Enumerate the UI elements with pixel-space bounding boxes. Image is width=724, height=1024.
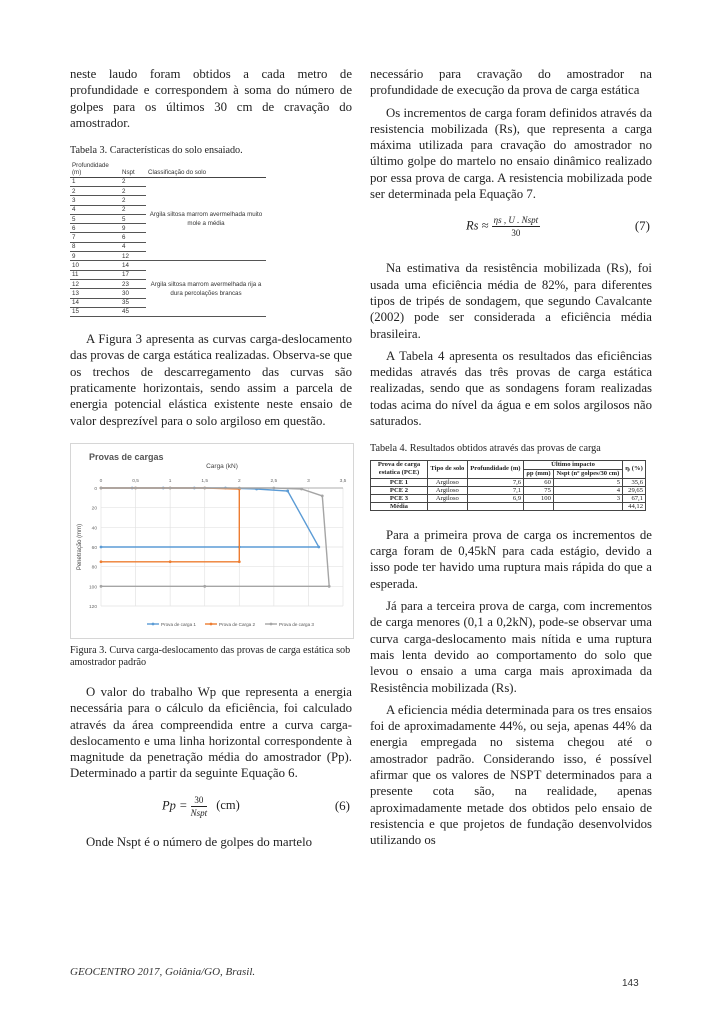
table4-row — [371, 494, 646, 502]
table4-cell: 7,1 — [467, 486, 523, 494]
table3-cell: 2 — [120, 177, 146, 186]
table4-cell: 67,1 — [622, 494, 645, 502]
table3-cell: 6 — [70, 224, 120, 233]
table3-cell: 14 — [70, 298, 120, 307]
table3-cell: 12 — [120, 252, 146, 261]
table4-cell: PCE 2 — [371, 486, 428, 494]
table3-cell: 13 — [70, 289, 120, 298]
right-column — [370, 66, 652, 854]
eq6-denominator: Nspt — [190, 807, 208, 818]
table3-cell: 45 — [120, 307, 146, 316]
table4-cell — [428, 502, 468, 510]
data-point — [169, 560, 172, 563]
y-tick-label: 20 — [91, 506, 97, 512]
table3-soil-class: Argila siltosa marrom avermelhada muito mole a média — [146, 177, 266, 261]
table3-cell: 4 — [70, 205, 120, 214]
legend-marker — [210, 623, 213, 626]
data-point — [238, 560, 241, 563]
data-point — [134, 487, 137, 490]
table3-cell: 1 — [70, 177, 120, 186]
table4-body — [371, 478, 646, 510]
table3-cell: 15 — [70, 307, 120, 316]
page-number: 143 — [622, 978, 639, 989]
table3-header-class: Classificação do solo — [146, 161, 266, 178]
legend-marker — [152, 623, 155, 626]
table3-body — [70, 177, 266, 316]
table3-cell: 30 — [120, 289, 146, 298]
table3-cell: 6 — [120, 233, 146, 242]
table4-cell: 6,9 — [467, 494, 523, 502]
table4-cell: 5 — [553, 478, 622, 486]
x-tick-label: 0 — [99, 478, 103, 484]
data-point — [272, 487, 275, 490]
table4-cell — [467, 502, 523, 510]
table3-cell: 14 — [120, 261, 146, 270]
data-point — [203, 487, 206, 490]
table4-cell: 3 — [553, 494, 622, 502]
data-point — [203, 585, 206, 588]
table4-row — [371, 478, 646, 486]
paragraph: Os incrementos de carga foram definidos através da resistencia mobilizada (Rs), que representa a carga máxima utilizada para cravação do amostrador no último golpe do martelo no ensaio dinâmico realizado por essa prova de carga. A resistencia mobilizada pode ser determinada pela Equação 7. — [370, 105, 652, 202]
y-tick-label: 80 — [91, 565, 97, 571]
table3-cell: 2 — [120, 205, 146, 214]
x-tick-label: 3 — [307, 478, 310, 484]
paragraph: necessário para cravação do amostrador na profundidade de execução da prova de carga estática — [370, 67, 652, 98]
y-tick-label: 120 — [88, 604, 97, 610]
table3-cell: 4 — [120, 242, 146, 251]
legend-label: Prova de Carga 2 — [219, 621, 256, 627]
paragraph: A Tabela 4 apresenta os resultados das eficiências medidas através das três provas de carga estática realizadas, sendo que as sondagens foram realizadas todas acima do nível da água e em solos argilosos não saturados. — [370, 348, 652, 429]
table4-cell: Argiloso — [428, 478, 468, 486]
table3-cell: 8 — [70, 242, 120, 251]
table4-cell — [553, 502, 622, 510]
table4-cell: 60 — [524, 478, 554, 486]
table3-cell: 5 — [70, 214, 120, 223]
data-point — [328, 585, 331, 588]
footer: GEOCENTRO 2017, Goiânia/GO, Brasil. — [70, 966, 256, 978]
x-tick-label: 1,5 — [201, 478, 209, 484]
table3-caption: Tabela 3. Características do solo ensaiado. — [70, 145, 243, 157]
y-tick-label: 40 — [91, 526, 97, 532]
eq7-fraction — [492, 214, 540, 239]
data-point — [100, 560, 103, 563]
table4-mean-label: Média — [371, 502, 428, 510]
table4-group-header: Último impacto — [524, 460, 623, 469]
data-point — [100, 546, 103, 549]
table3-header-nspt: Nspt — [120, 161, 146, 178]
table4-header-pp: ρp (mm) — [524, 469, 554, 478]
table4-row — [371, 486, 646, 494]
eq7-lhs: Rs ≈ — [466, 218, 489, 233]
paragraph: O valor do trabalho Wp que representa a energia necessária para o cálculo da eficiência, foi calculado através da área compreendida entre a curva carga-deslocamento e uma linha horizontal correspondente à magnitude da penetração média do amostrador (Pp). Determinado a partir da seguinte Equação 6. — [70, 684, 352, 781]
table3-cell: 3 — [70, 196, 120, 205]
data-point — [286, 489, 289, 492]
paragraph: A eficiencia média determinada para os tres ensaios foi de aproximadamente 44%, ou seja, apenas 44% da energia empregada no sistema chegou até o amostrador padrão. Considerando isso, é possível afirmar que os valores de NSPT determinados para a presente cota são, na realidade, apenas aproximadamente metade dos obtidos pelo ensaio de resistencia e que projetos de fundação desenvolvidos utilizando os — [370, 702, 652, 848]
table4-header-nspt: Nspt (nº golpes/30 cm) — [553, 469, 622, 478]
paragraph: neste laudo foram obtidos a cada metro de profundidade e correspondem à soma do número de golpes para os últimos 30 cm de cravação do amostrador. — [70, 67, 352, 130]
table4-cell: 7,6 — [467, 478, 523, 486]
y-tick-label: 0 — [94, 486, 97, 492]
left-column — [70, 66, 352, 856]
table4-cell: PCE 3 — [371, 494, 428, 502]
table4-caption: Tabela 4. Resultados obtidos através das provas de carga — [370, 443, 601, 455]
x-tick-label: 1 — [168, 478, 172, 484]
paragraph: Já para a terceira prova de carga, com incrementos de carga menores (0,1 a 0,2kN), pode-se observar uma curva carga-deslocamento mais nítida e uma ruptura mais lenta devido ao comportamento do solo que levou o ensaio a uma carga mais aproximada da Resistência mobilizada (Rs). — [370, 599, 652, 695]
legend-label: Prova de carga 3 — [279, 621, 314, 627]
x-tick-label: 2,5 — [270, 478, 278, 484]
legend-label: Prova de carga 1 — [161, 621, 196, 627]
table4-mean-value: 44,12 — [622, 502, 645, 510]
table3-cell: 11 — [70, 270, 120, 279]
table3-cell: 7 — [70, 233, 120, 242]
data-point — [321, 494, 324, 497]
table3-cell: 2 — [120, 186, 146, 195]
table4-cell: 35,6 — [622, 478, 645, 486]
equation-7 — [370, 208, 652, 252]
table3-cell: 9 — [70, 252, 120, 261]
table4-header-depth: Profundidade (m) — [467, 460, 523, 478]
table3-row — [70, 261, 266, 270]
eq7-denominator: 30 — [511, 228, 521, 239]
table4-cell: Argiloso — [428, 494, 468, 502]
eq7-number: (7) — [634, 218, 650, 234]
eq6-fraction — [191, 794, 208, 819]
table4-header-pce: Prova de carga estatica (PCE) — [371, 460, 428, 478]
table4-cell: 4 — [553, 486, 622, 494]
table3-row — [70, 177, 266, 186]
table3-cell: 35 — [120, 298, 146, 307]
table4-header-soil: Tipo de solo — [428, 460, 468, 478]
table4-cell: PCE 1 — [371, 478, 428, 486]
table3-cell: 2 — [120, 196, 146, 205]
chart-title: Provas de cargas — [89, 451, 164, 462]
x-tick-label: 2 — [237, 478, 241, 484]
table4-header-eff: ηᵢ (%) — [622, 460, 645, 478]
legend-marker — [270, 623, 273, 626]
table3-cell: 5 — [120, 214, 146, 223]
table4 — [370, 460, 646, 511]
data-point — [238, 487, 241, 490]
table3-cell: 10 — [70, 261, 120, 270]
y-axis-label: Penetração (mm) — [77, 523, 83, 571]
data-point — [317, 546, 320, 549]
load-displacement-chart — [70, 443, 354, 639]
paragraph: Para a primeira prova de carga os incrementos de carga foram de 0,45kN para cada estágio, devido a isso pode ter havido uma ruptura mais rápida do que a esperada. — [370, 527, 652, 591]
paragraph: Onde Nspt é o número de golpes do martelo — [86, 834, 313, 849]
paragraph: Na estimativa da resistência mobilizada (Rs), foi usada uma eficiência média de 82%, para diferentes tipos de tripés de sondagem, que segundo Cavalcante (2002) pode ser considerada a eficiência média brasileira. — [370, 261, 652, 341]
chart-svg — [71, 444, 353, 638]
eq6-unit: (cm) — [216, 798, 240, 813]
data-point — [300, 488, 303, 491]
figure3-caption: Figura 3. Curva carga-deslocamento das provas de carga estática sob amostrador padrão — [70, 644, 351, 669]
table4-cell — [524, 502, 554, 510]
table4-cell: Argiloso — [428, 486, 468, 494]
table3 — [70, 161, 266, 317]
data-point — [169, 487, 172, 490]
eq6-numerator: 30 — [191, 794, 208, 807]
y-tick-label: 60 — [91, 545, 97, 551]
y-tick-label: 100 — [88, 585, 97, 591]
table4-mean-row — [371, 502, 646, 510]
x-axis-label: Carga (kN) — [206, 462, 238, 470]
x-tick-label: 3,5 — [339, 478, 347, 484]
data-point — [100, 487, 103, 490]
table4-cell: 75 — [524, 486, 554, 494]
table3-cell: 23 — [120, 279, 146, 288]
x-tick-label: 0,5 — [132, 478, 139, 484]
table3-cell: 9 — [120, 224, 146, 233]
table3-cell: 17 — [120, 270, 146, 279]
data-point — [100, 585, 103, 588]
series-line-1 — [101, 488, 319, 547]
table4-cell: 29,65 — [622, 486, 645, 494]
table3-cell: 12 — [70, 279, 120, 288]
equation-6 — [70, 788, 352, 828]
table3-soil-class: Argila siltosa marrom avermelhada rija a dura percolações brancas — [146, 261, 266, 317]
table4-cell: 100 — [524, 494, 554, 502]
paragraph: A Figura 3 apresenta as curvas carga-deslocamento das provas de carga estática realizadas. Observa-se que os trechos de descarregamento das curvas são praticamente horizontais, sendo assim a parcela de energia potencial elástica existente neste ensaio de valor desprezível para o solo argiloso em questão. — [70, 332, 352, 428]
table3-header-depth: Profundidade (m) — [70, 161, 120, 178]
eq6-lhs: Pp = — [162, 798, 188, 813]
eq6-number: (6) — [334, 797, 350, 813]
table3-cell: 2 — [70, 186, 120, 195]
eq7-numerator: ηs , U . Nspt — [493, 215, 539, 226]
